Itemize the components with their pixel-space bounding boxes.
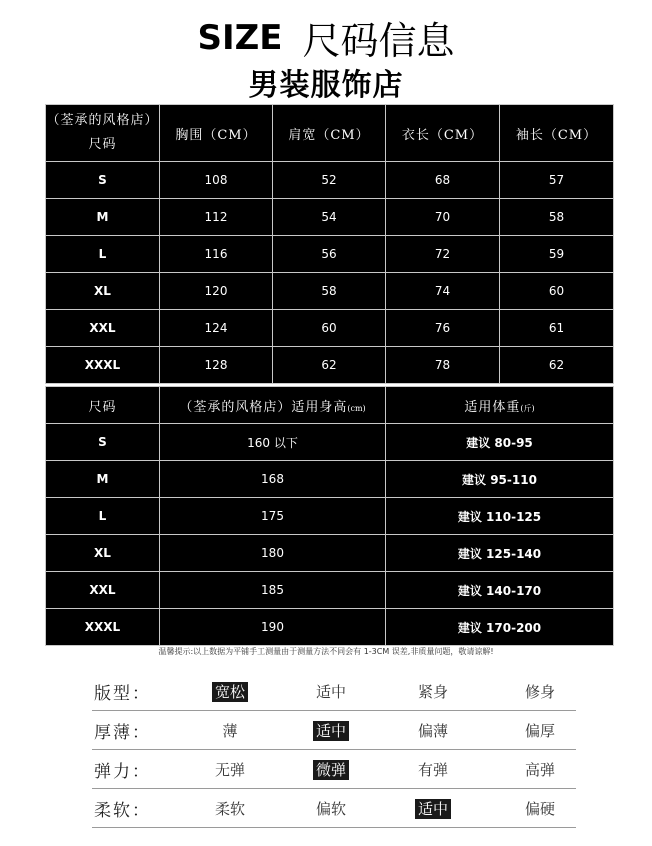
sleeve-cell: 61 — [500, 310, 614, 347]
attribute-option: 偏厚 — [524, 722, 555, 740]
attribute-option: 柔软 — [214, 800, 245, 818]
shoulder-cell: 56 — [273, 236, 386, 273]
shoulder-cell: 58 — [273, 273, 386, 310]
height-cell: 180 — [160, 535, 386, 572]
attribute-option: 修身 — [524, 683, 555, 701]
table-row — [46, 162, 614, 199]
height-unit: (cm) — [347, 403, 366, 413]
table-row — [46, 609, 614, 646]
chest-cell: 124 — [160, 310, 273, 347]
attribute-option: 薄 — [222, 722, 238, 740]
attribute-option: 高弹 — [524, 761, 555, 779]
page-title — [0, 10, 652, 66]
size-cell: L — [46, 498, 160, 535]
height-cell: 190 — [160, 609, 386, 646]
weight-cell: 建议 95-110 — [386, 461, 614, 498]
header-length: 衣长（CM） — [386, 105, 500, 162]
table-row — [46, 236, 614, 273]
table-row — [46, 424, 614, 461]
weight-cell: 建议 140-170 — [386, 572, 614, 609]
sleeve-cell: 59 — [500, 236, 614, 273]
header-weight: 适用体重(斤) — [386, 387, 614, 424]
header-shoulder: 肩宽（CM） — [273, 105, 386, 162]
shoulder-cell: 62 — [273, 347, 386, 384]
chest-cell: 112 — [160, 199, 273, 236]
header-sleeve: 袖长（CM） — [500, 105, 614, 162]
shoulder-cell: 60 — [273, 310, 386, 347]
fit-table-header — [46, 387, 614, 424]
attribute-label: 柔软： — [94, 801, 151, 821]
attribute-option: 有弹 — [417, 761, 448, 779]
attribute-label: 弹力： — [94, 762, 151, 782]
table-row — [46, 498, 614, 535]
length-cell: 68 — [386, 162, 500, 199]
length-cell: 70 — [386, 199, 500, 236]
weight-cell: 建议 110-125 — [386, 498, 614, 535]
attribute-option: 偏硬 — [524, 800, 555, 818]
attribute-label: 版型： — [94, 684, 151, 704]
header-size: （荃承的风格店）尺码 — [46, 105, 160, 162]
chest-cell: 108 — [160, 162, 273, 199]
measurement-note: 温馨提示:以上数据为平铺手工测量由于测量方法不同会有 1-3CM 误差,非质量问题，敬请谅解! — [158, 647, 494, 656]
sleeve-cell: 57 — [500, 162, 614, 199]
weight-unit: (斤) — [520, 403, 535, 413]
attribute-row-fit — [92, 672, 576, 711]
height-cell: 160 以下 — [160, 424, 386, 461]
title-english: SIZE — [197, 17, 283, 58]
header-chest: 胸围（CM） — [160, 105, 273, 162]
sleeve-cell: 62 — [500, 347, 614, 384]
table-row — [46, 273, 614, 310]
height-cell: 185 — [160, 572, 386, 609]
height-cell: 175 — [160, 498, 386, 535]
attribute-row-softness — [92, 789, 576, 828]
attribute-option: 紧身 — [417, 683, 448, 701]
size-cell: S — [46, 162, 160, 199]
attribute-option: 适中 — [315, 683, 346, 701]
chest-cell: 128 — [160, 347, 273, 384]
shoulder-cell: 54 — [273, 199, 386, 236]
length-cell: 76 — [386, 310, 500, 347]
table-row — [46, 199, 614, 236]
weight-cell: 建议 80-95 — [386, 424, 614, 461]
attribute-option: 无弹 — [214, 761, 245, 779]
attribute-row-elasticity — [92, 750, 576, 789]
title-chinese: 尺码信息 — [302, 19, 455, 63]
size-cell: XL — [46, 273, 160, 310]
attribute-label: 厚薄： — [94, 723, 151, 743]
table-row — [46, 347, 614, 384]
sleeve-cell: 60 — [500, 273, 614, 310]
attribute-option-selected: 宽松 — [200, 681, 260, 702]
weight-cell: 建议 170-200 — [386, 609, 614, 646]
attribute-option: 偏薄 — [417, 722, 448, 740]
chest-cell: 116 — [160, 236, 273, 273]
size-cell: L — [46, 236, 160, 273]
size-cell: M — [46, 461, 160, 498]
table-row — [46, 535, 614, 572]
length-cell: 74 — [386, 273, 500, 310]
sleeve-cell: 58 — [500, 199, 614, 236]
size-cell: XXXL — [46, 609, 160, 646]
size-measurement-table — [45, 104, 614, 384]
size-cell: XXXL — [46, 347, 160, 384]
size-table-header — [46, 105, 614, 162]
weight-cell: 建议 125-140 — [386, 535, 614, 572]
header-height: （荃承的风格店）适用身高(cm) — [160, 387, 386, 424]
attribute-row-thickness — [92, 711, 576, 750]
size-cell: XXL — [46, 572, 160, 609]
header-size: 尺码 — [46, 387, 160, 424]
chest-cell: 120 — [160, 273, 273, 310]
length-cell: 72 — [386, 236, 500, 273]
attribute-option-selected: 微弹 — [301, 759, 361, 780]
size-cell: XXL — [46, 310, 160, 347]
attribute-option: 偏软 — [315, 800, 346, 818]
attribute-option-selected: 适中 — [403, 798, 463, 819]
fabric-attributes — [92, 672, 576, 828]
store-name: 男装服饰店 — [248, 68, 404, 103]
fit-recommendation-table — [45, 386, 614, 646]
table-row — [46, 310, 614, 347]
size-cell: S — [46, 424, 160, 461]
attribute-option-selected: 适中 — [301, 720, 361, 741]
table-row — [46, 572, 614, 609]
length-cell: 78 — [386, 347, 500, 384]
height-cell: 168 — [160, 461, 386, 498]
size-cell: M — [46, 199, 160, 236]
shoulder-cell: 52 — [273, 162, 386, 199]
size-cell: XL — [46, 535, 160, 572]
table-row — [46, 461, 614, 498]
